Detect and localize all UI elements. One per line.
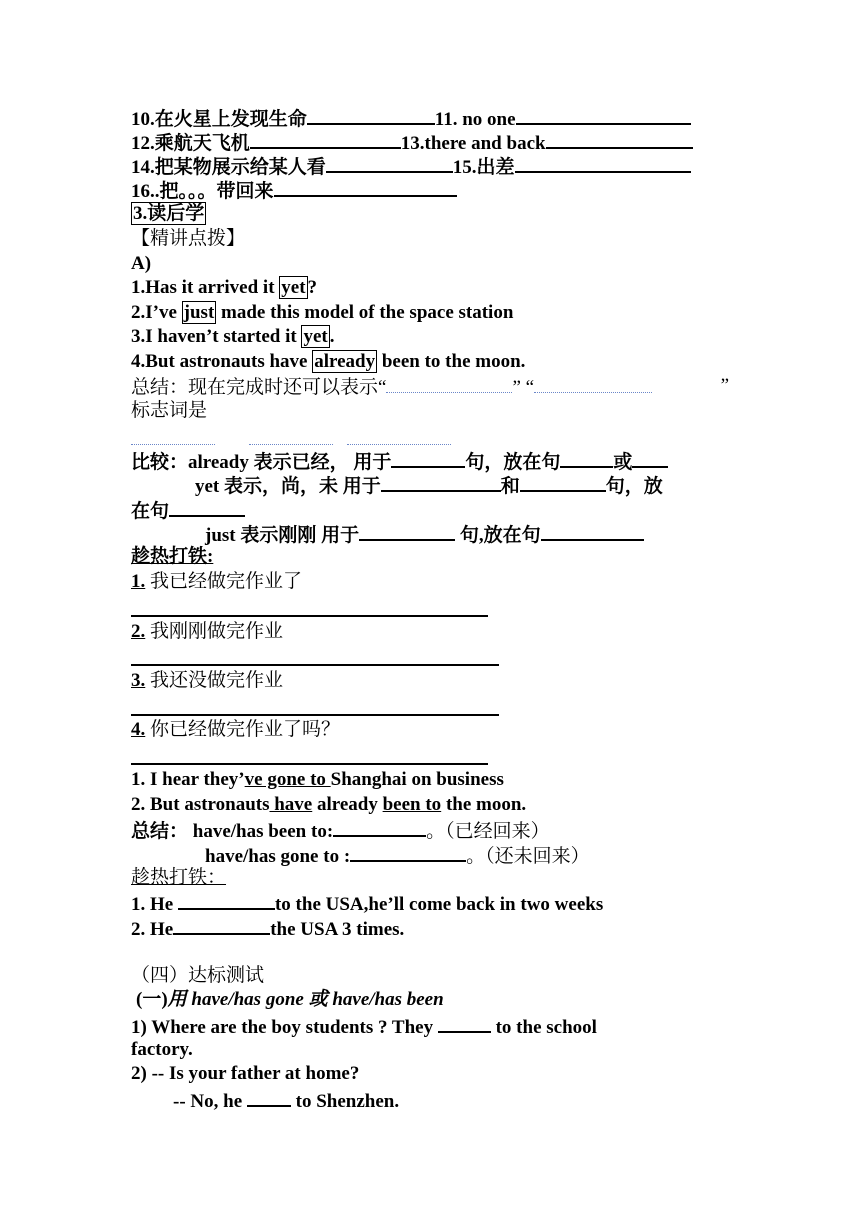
- jingjiang-heading: 【精讲点拨】: [131, 228, 246, 249]
- keyword-box: yet: [303, 326, 328, 347]
- summary-2-gone: have/has gone to : 。（还未回来）: [205, 843, 590, 865]
- vocab-item-10: 10.在火星上发现生命: [131, 109, 307, 130]
- answer-blank[interactable]: [516, 106, 691, 125]
- test-sub-heading: (一)用 have/has gone 或 have/has been: [136, 989, 444, 1010]
- section-3-heading: 3.读后学: [133, 203, 205, 224]
- practice-item-2: 2. 我刚刚做完作业: [131, 621, 284, 642]
- test-heading: （四）达标测试: [131, 965, 265, 986]
- answer-line[interactable]: [131, 714, 499, 716]
- vocab-item-11: 11. no one: [434, 109, 516, 130]
- answer-blank[interactable]: [359, 522, 455, 541]
- answer-blank[interactable]: [178, 891, 275, 910]
- answer-blank[interactable]: [560, 449, 613, 468]
- summary-2-been: 总结： have/has been to: 。（已经回来）: [131, 818, 550, 840]
- answer-blank[interactable]: [173, 916, 270, 935]
- answer-blank[interactable]: [247, 1088, 291, 1107]
- answer-blank[interactable]: [326, 154, 453, 173]
- example-4: 4.But astronauts have already been to the moon.: [131, 351, 526, 372]
- compare-yet-cont: 在句: [131, 498, 245, 520]
- compare-just: just 表示刚刚 用于 句,放在句: [205, 522, 644, 544]
- keyword-box: already: [314, 351, 376, 372]
- vocab-line-10: [131, 106, 691, 128]
- answer-blank[interactable]: [249, 444, 333, 445]
- vocab-line-16: [131, 178, 457, 200]
- answer-line[interactable]: [131, 763, 488, 765]
- answer-blank[interactable]: [307, 106, 435, 125]
- answer-blank[interactable]: [534, 375, 652, 393]
- answer-line[interactable]: [131, 615, 488, 617]
- keyword-box: yet: [281, 277, 306, 298]
- example-3: 3.I haven’t started it yet .: [131, 326, 335, 347]
- vocab-item-14: 14.把某物展示给某人看: [131, 157, 326, 178]
- practice-2-item-1: 1. He to the USA,he’ll come back in two weeks: [131, 891, 603, 913]
- question-2: 2) -- Is your father at home?: [131, 1063, 360, 1084]
- gone-sentence-1: 1. I hear they’ve gone to Shanghai on business: [131, 769, 504, 790]
- answer-blank[interactable]: [632, 449, 668, 468]
- answer-blank[interactable]: [131, 444, 215, 445]
- answer-blank[interactable]: [438, 1014, 491, 1033]
- summary-1-markers: 标志词是: [131, 400, 208, 421]
- answer-blank[interactable]: [347, 444, 451, 445]
- answer-blank[interactable]: [350, 843, 466, 862]
- answer-blank[interactable]: [391, 449, 465, 468]
- answer-blank[interactable]: [169, 498, 245, 517]
- keyword-box: just: [183, 302, 215, 323]
- answer-blank[interactable]: [381, 473, 501, 492]
- practice-2-item-2: 2. He the USA 3 times.: [131, 916, 404, 938]
- answer-blank[interactable]: [250, 130, 401, 149]
- vocab-item-15: 15.出差: [452, 157, 515, 178]
- answer-blank[interactable]: [274, 178, 457, 197]
- answer-blank[interactable]: [333, 818, 426, 837]
- summary-1: 总结：现在完成时还可以表示“ ” “ ”: [131, 375, 729, 398]
- practice-2-heading: 趁热打铁：: [131, 867, 227, 888]
- vocab-item-16: 16..把。。。带回来: [131, 181, 274, 202]
- compare-yet: yet 表示，尚，未 用于 和 句，放: [195, 473, 663, 495]
- answer-blank[interactable]: [386, 375, 512, 393]
- practice-item-1: 1. 我已经做完作业了: [131, 571, 303, 592]
- compare-already: 比较：already 表示已经， 用于 句，放在句 或: [131, 449, 668, 471]
- practice-item-4: 4. 你已经做完作业了吗？: [131, 719, 341, 740]
- practice-item-3: 3. 我还没做完作业: [131, 670, 284, 691]
- answer-blank[interactable]: [520, 473, 606, 492]
- example-1: 1.Has it arrived it yet ?: [131, 277, 318, 298]
- part-a-label: A): [131, 253, 152, 274]
- practice-heading: 趁热打铁:: [131, 546, 214, 567]
- example-2: 2.I’ve just made this model of the space station: [131, 302, 514, 323]
- answer-blank[interactable]: [546, 130, 693, 149]
- question-2-answer: -- No, he to Shenzhen.: [173, 1088, 399, 1110]
- answer-line[interactable]: [131, 664, 499, 666]
- vocab-line-14: [131, 154, 691, 176]
- question-1: 1) Where are the boy students ? They to the school: [131, 1014, 730, 1036]
- vocab-line-12: [131, 130, 693, 152]
- answer-blank[interactable]: [541, 522, 644, 541]
- vocab-item-12: 12.乘航天飞机: [131, 133, 250, 154]
- question-1-cont: factory.: [131, 1039, 193, 1060]
- answer-blank[interactable]: [515, 154, 691, 173]
- gone-sentence-2: 2. But astronauts have already been to the moon.: [131, 794, 527, 815]
- vocab-item-13: 13.there and back: [400, 133, 546, 154]
